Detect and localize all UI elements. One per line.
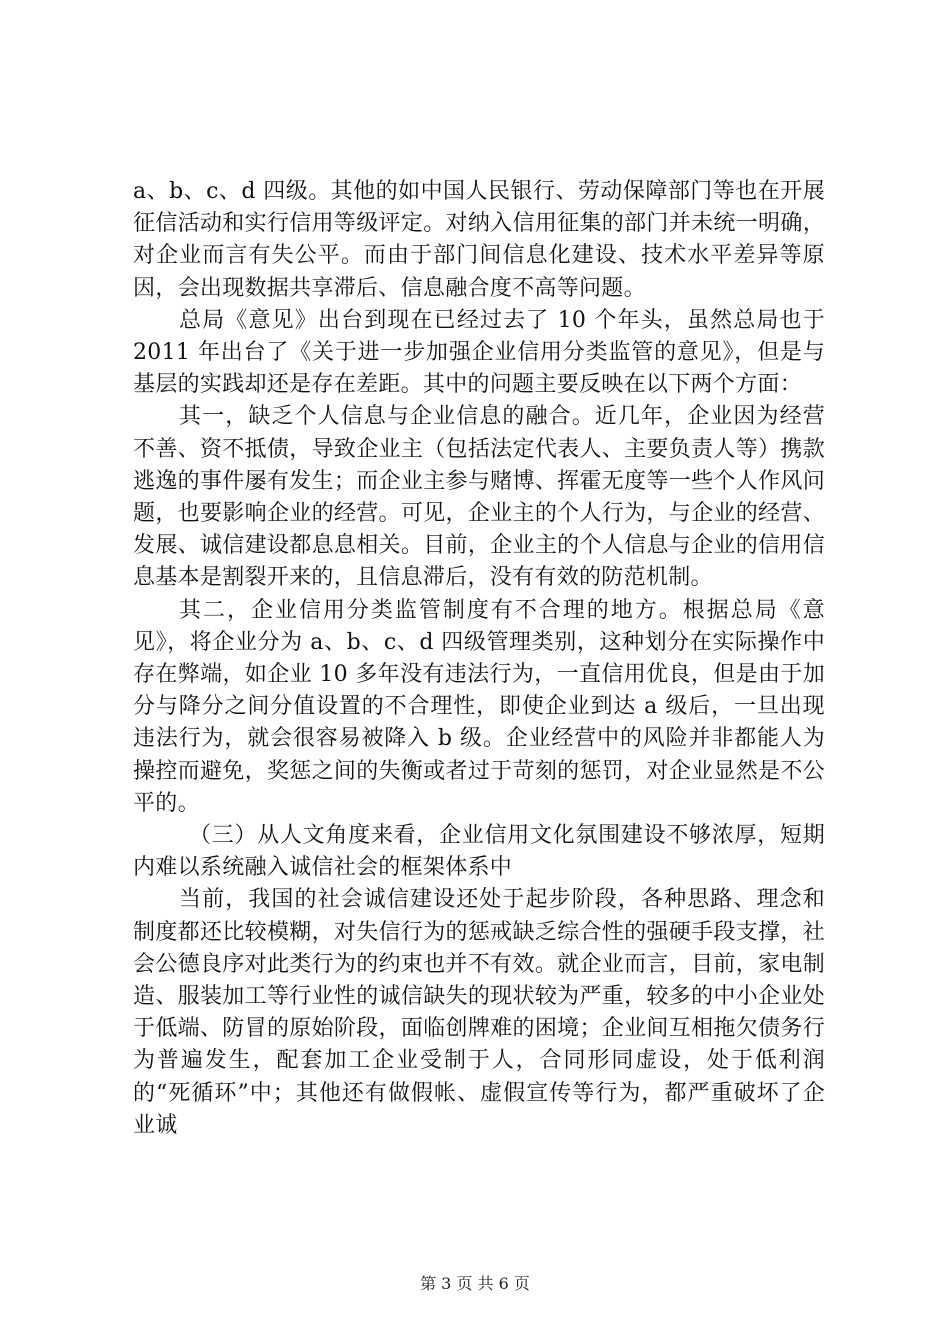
paragraph-issue-two: 其二，企业信用分类监管制度有不合理的地方。根据总局《意见》，将企业分为 a、b、c、d 四级管理类别，这种划分在实际操作中存在弊端，如企业 10 多年没有违法行为，一直信用优良，但是由于加分与降分之间分值设置的不合理性，即使企业到达 a 级后，一旦出现违法行为，就会很容易被降入 b 级。企业经营中的风险并非都能人为操控而避免，奖惩之间的失衡或者过于苛刻的惩罚，对企业显然是不公平的。 <box>133 597 825 816</box>
paragraph-continuation: a、b、c、d 四级。其他的如中国人民银行、劳动保障部门等也在开展征信活动和实行信用等级评定。对纳入信用征集的部门并未统一明确，对企业而言有失公平。而由于部门间信息化建设、技术水平差异等原因，会出现数据共享滞后、信息融合度不高等问题。 <box>133 179 825 301</box>
document-body <box>133 176 825 1142</box>
section-heading: （三）从人文角度来看，企业信用文化氛围建设不够浓厚，短期内难以系统融入诚信社会的框架体系中 <box>133 823 825 881</box>
page-number-footer: 第 3 页 共 6 页 <box>420 1274 530 1293</box>
paragraph-current-status: 当前，我国的社会诚信建设还处于起步阶段，各种思路、理念和制度都还比较模糊，对失信行为的惩戒缺乏综合性的强硬手段支撑，社会公德良序对此类行为的约束也并不有效。就企业而言，目前，家电制造、服装加工等行业性的诚信缺失的现状较为严重，较多的中小企业处于低端、防冒的原始阶段，面临创牌难的困境；企业间互相拖欠债务行为普遍发生，配套加工企业受制于人，合同形同虚设，处于低利润的“死循环”中；其他还有做假帐、虚假宣传等行为，都严重破坏了企业诚 <box>133 887 825 1138</box>
paragraph-overview: 总局《意见》出台到现在已经过去了 10 个年头，虽然总局也于 2011 年出台了《关于进一步加强企业信用分类监管的意见》，但是与基层的实践却还是存在差距。其中的问题主要反映在以下两个方面： <box>133 307 825 398</box>
paragraph-issue-one: 其一，缺乏个人信息与企业信息的融合。近几年，企业因为经营不善、资不抵债，导致企业主（包括法定代表人、主要负责人等）携款逃逸的事件屡有发生；而企业主参与赌博、挥霍无度等一些个人作风问题，也要影响企业的经营。可见，企业主的个人行为，与企业的经营、发展、诚信建设都息息相关。目前，企业主的个人信息与企业的信用信息基本是割裂开来的，且信息滞后，没有有效的防范机制。 <box>133 404 825 591</box>
